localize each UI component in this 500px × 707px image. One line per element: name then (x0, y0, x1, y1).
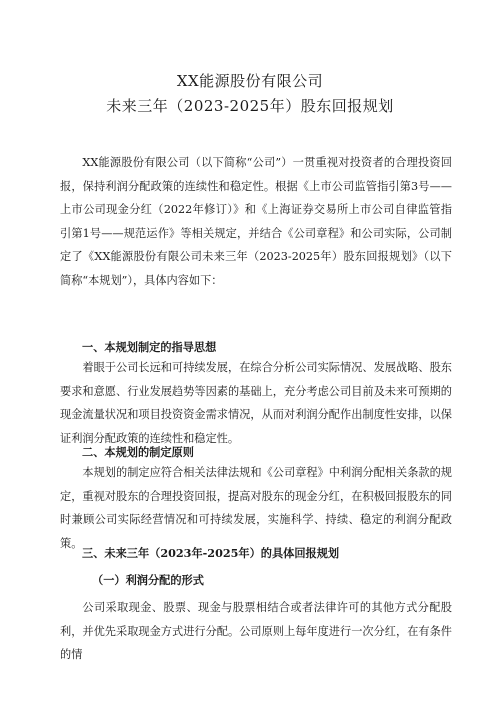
section-1-paragraph: 着眼于公司长远和可持续发展，在综合分析公司实际情况、发展战略、股东要求和意愿、行业发展趋势等因素的基础上，充分考虑公司目前及未来可预期的现金流量状况和项目投资资金需求情况，从而对利润分配作出制度性安排，以保证利润分配政策的连续性和稳定性。 (60, 361, 452, 445)
section-2-heading: 二、本规划的制定原则 (82, 445, 194, 459)
section-3-paragraph-1: 公司采取现金、股票、现金与股票相结合或者法律许可的其他方式分配股利，并优先采取现金方式进行分配。公司原则上每年度进行一次分红，在有条件的情 (60, 601, 452, 662)
plan-title: 未来三年（2023-2025年）股东回报规划 (106, 97, 394, 115)
section-3-heading: 三、未来三年（2023年-2025年）的具体回报规划 (82, 546, 340, 560)
section-2-paragraph: 本规划的制定应符合相关法律法规和《公司章程》中利润分配相关条款的规定，重视对股东的合理投资回报，提高对股东的现金分红，在积极回报股东的同时兼顾公司实际经营情况和可持续发展，实施科学、持续、稳定的利润分配政策。 (60, 466, 452, 550)
section-1-heading: 一、本规划制定的指导思想 (82, 340, 217, 354)
section-3-subheading-1: （一）利润分配的形式 (92, 573, 204, 587)
company-name-title: XX能源股份有限公司 (176, 72, 324, 90)
intro-paragraph: XX能源股份有限公司（以下简称“公司”）一贯重视对投资者的合理投资回报，保持利润分配政策的连续性和稳定性。根据《上市公司监管指引第3号——上市公司现金分红（2022年修订）》和《上海证券交易所上市公司自律监管指引第1号——规范运作》等相关规定，并结合《公司章程》和公司实际，公司制定了《XX能源股份有限公司未来三年（2023-2025年）股东回报规划》（以下简称“本规划”），具体内容如下： (60, 156, 452, 287)
